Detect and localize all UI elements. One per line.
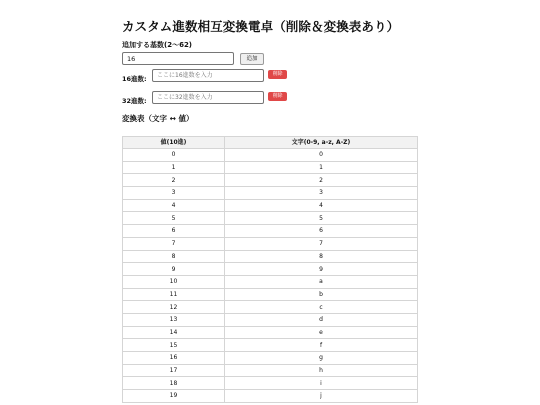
cell-character: a — [225, 275, 418, 288]
cell-value: 6 — [123, 225, 225, 238]
table-row — [123, 275, 418, 288]
cell-character: g — [225, 352, 418, 365]
header-character: 文字(0-9, a-z, A-Z) — [225, 137, 418, 149]
table-row — [123, 390, 418, 403]
base-input[interactable] — [122, 52, 234, 65]
table-header-row — [123, 137, 418, 149]
cell-character: h — [225, 364, 418, 377]
table-row — [123, 237, 418, 250]
converter-16-delete-button[interactable]: 削除 — [268, 70, 287, 79]
cell-value: 17 — [123, 364, 225, 377]
cell-character: j — [225, 390, 418, 403]
table-row — [123, 339, 418, 352]
table-row — [123, 364, 418, 377]
table-row — [123, 250, 418, 263]
table-row — [123, 313, 418, 326]
cell-value: 7 — [123, 237, 225, 250]
cell-value: 3 — [123, 187, 225, 200]
cell-character: 0 — [225, 149, 418, 162]
table-row — [123, 161, 418, 174]
cell-character: 5 — [225, 212, 418, 225]
table-row — [123, 149, 418, 162]
table-row — [123, 326, 418, 339]
cell-value: 19 — [123, 390, 225, 403]
converter-32-input[interactable] — [152, 91, 264, 104]
cell-character: c — [225, 301, 418, 314]
cell-value: 14 — [123, 326, 225, 339]
cell-value: 13 — [123, 313, 225, 326]
page-title: カスタム進数相互変換電卓（削除＆変換表あり） — [122, 19, 400, 34]
converter-16-label: 16進数: — [122, 75, 147, 83]
table-row — [123, 199, 418, 212]
cell-character: b — [225, 288, 418, 301]
cell-value: 4 — [123, 199, 225, 212]
cell-value: 2 — [123, 174, 225, 187]
table-row — [123, 212, 418, 225]
cell-value: 11 — [123, 288, 225, 301]
cell-character: 9 — [225, 263, 418, 276]
cell-character: 2 — [225, 174, 418, 187]
cell-value: 10 — [123, 275, 225, 288]
table-row — [123, 377, 418, 390]
cell-value: 9 — [123, 263, 225, 276]
conversion-table-title: 変換表（文字 ↔ 値） — [122, 114, 194, 123]
converter-16-input[interactable] — [152, 69, 264, 82]
base-input-label: 追加する基数(2〜62) — [122, 41, 193, 49]
cell-character: 4 — [225, 199, 418, 212]
cell-value: 5 — [123, 212, 225, 225]
table-row — [123, 352, 418, 365]
cell-value: 18 — [123, 377, 225, 390]
cell-character: 7 — [225, 237, 418, 250]
cell-value: 12 — [123, 301, 225, 314]
cell-value: 15 — [123, 339, 225, 352]
table-row — [123, 225, 418, 238]
cell-character: 6 — [225, 225, 418, 238]
table-row — [123, 301, 418, 314]
add-base-button[interactable]: 追加 — [240, 53, 264, 65]
converter-32-delete-button[interactable]: 削除 — [268, 92, 287, 101]
cell-value: 8 — [123, 250, 225, 263]
table-row — [123, 288, 418, 301]
table-body — [123, 149, 418, 403]
cell-value: 16 — [123, 352, 225, 365]
table-row — [123, 263, 418, 276]
cell-character: e — [225, 326, 418, 339]
cell-character: 1 — [225, 161, 418, 174]
cell-value: 1 — [123, 161, 225, 174]
cell-character: i — [225, 377, 418, 390]
cell-character: f — [225, 339, 418, 352]
table-row — [123, 187, 418, 200]
conversion-table — [122, 136, 418, 403]
header-value: 値(10進) — [123, 137, 225, 149]
converter-32-label: 32進数: — [122, 97, 147, 105]
cell-character: 8 — [225, 250, 418, 263]
table-row — [123, 174, 418, 187]
cell-character: 3 — [225, 187, 418, 200]
cell-value: 0 — [123, 149, 225, 162]
cell-character: d — [225, 313, 418, 326]
